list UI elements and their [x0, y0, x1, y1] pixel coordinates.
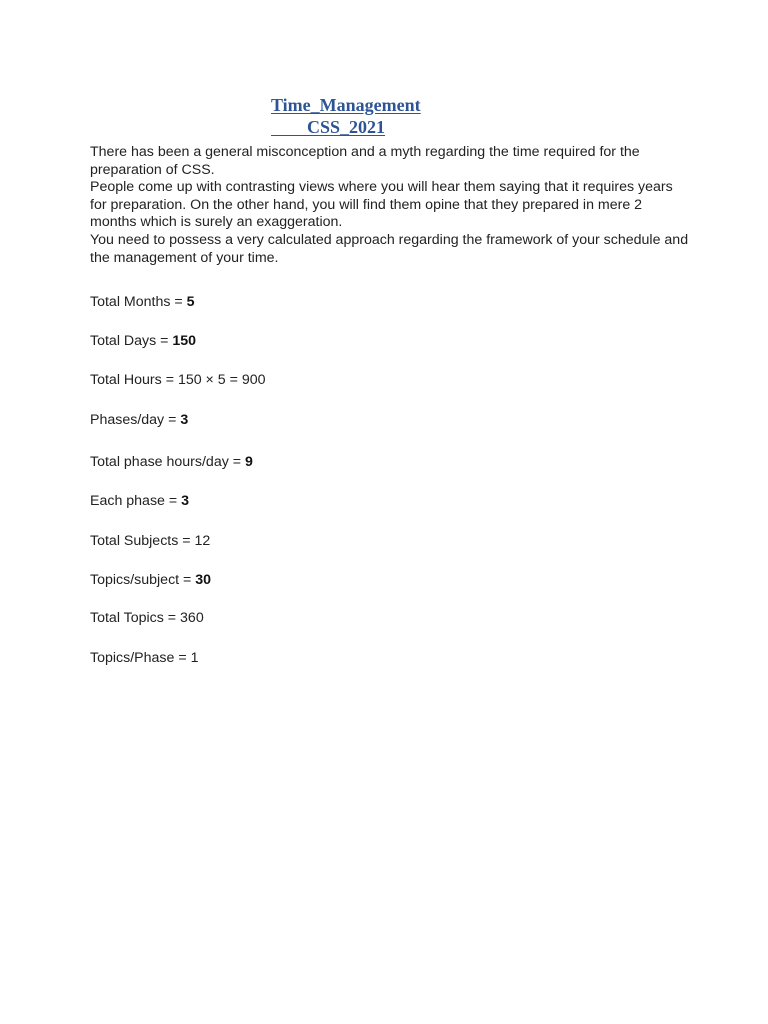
stat-value: 9 — [244, 454, 253, 470]
stat-value: 1 — [190, 650, 199, 666]
stat-label: Phases/day = — [90, 412, 181, 428]
stat-total-hours — [90, 371, 266, 389]
stat-total-subjects — [90, 532, 210, 550]
intro-paragraph-1: There has been a general misconception and a myth regarding the time required for the preparation of CSS. — [90, 144, 640, 178]
stat-label: Topics/subject = — [90, 572, 196, 588]
document-title — [271, 94, 421, 138]
intro-paragraph-3: You need to possess a very calculated approach regarding the framework of your schedule and the management of your time. — [90, 231, 689, 266]
stat-label: Total phase hours/day = — [90, 454, 245, 470]
stat-total-topics — [90, 609, 204, 627]
stat-label: Total Subjects = — [90, 533, 195, 549]
stat-each-phase — [90, 492, 189, 510]
stat-value: 30 — [195, 572, 212, 588]
stat-value: 12 — [194, 533, 211, 549]
title-line-2-text: CSS_2021 — [307, 117, 386, 137]
stat-label: Total Hours = — [90, 372, 178, 388]
stat-topics-per-subject — [90, 571, 211, 589]
stat-label: Topics/Phase = — [90, 650, 191, 666]
stat-value: 150 — [172, 333, 197, 349]
stat-value: 150 × 5 = 900 — [177, 372, 266, 388]
title-line-2 — [271, 116, 421, 138]
stat-label: Each phase = — [90, 493, 182, 509]
stat-value: 3 — [180, 412, 189, 428]
stat-phases-per-day — [90, 411, 188, 429]
stat-value: 360 — [180, 610, 204, 626]
stat-label: Total Days = — [90, 333, 173, 349]
intro-paragraph-2: People come up with contrasting views where you will hear them saying that it requires years for preparation. On the other hand, you will find them opine that they prepared in mere 2 months which is surely an exaggeration. — [90, 179, 673, 231]
stat-total-phase-hours — [90, 453, 253, 471]
stat-total-days — [90, 332, 196, 350]
stat-label: Total Months = — [90, 294, 187, 310]
stat-value: 5 — [186, 294, 195, 310]
stat-total-months — [90, 293, 195, 311]
stat-topics-per-phase — [90, 649, 198, 667]
stat-value: 3 — [181, 493, 189, 509]
stat-label: Total Topics = — [90, 610, 181, 626]
intro-text — [90, 144, 690, 267]
title-line-1: Time_Management — [271, 95, 421, 115]
